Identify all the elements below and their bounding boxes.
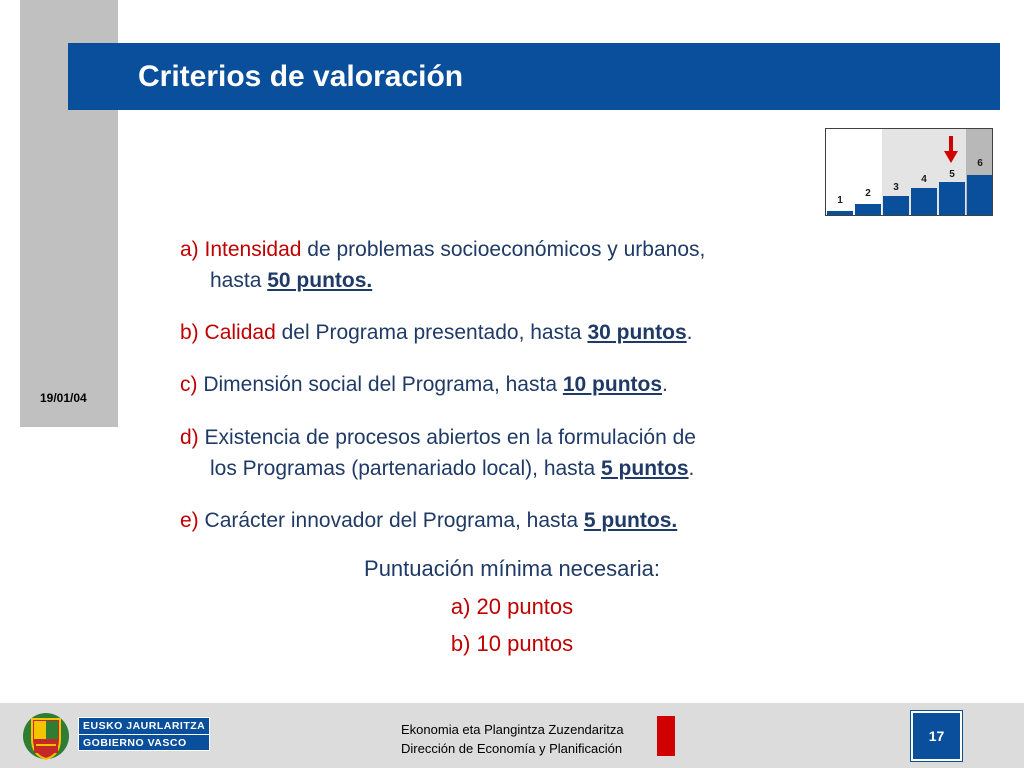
step-number-5: 5 xyxy=(949,169,955,180)
red-accent xyxy=(657,716,675,756)
criterion-text: de problemas socioeconómicos y urbanos, xyxy=(301,238,706,261)
step-number-3: 3 xyxy=(893,182,899,193)
slide-title: Criterios de valoración xyxy=(138,60,464,93)
step-number-6: 6 xyxy=(977,158,983,169)
step-bar-2 xyxy=(855,204,881,215)
minimum-score-title xyxy=(0,556,1024,582)
criterion-e xyxy=(180,505,677,536)
step-bar-4 xyxy=(911,188,937,215)
slide-date: 19/01/04 xyxy=(40,391,87,405)
steps-graphic xyxy=(825,128,993,216)
criterion-text-2: los Programas (partenariado local), hasta xyxy=(210,457,602,480)
down-arrow-icon xyxy=(944,136,958,164)
step-number-1: 1 xyxy=(837,195,843,206)
criterion-points: 5 puntos. xyxy=(583,509,678,532)
government-logo xyxy=(78,717,210,751)
minimum-item-letter: a) xyxy=(450,594,471,619)
criterion-points: 10 puntos xyxy=(562,373,663,396)
criterion-letter: b) xyxy=(180,321,199,344)
criterion-points: 5 puntos xyxy=(601,457,689,480)
criterion-points: 50 puntos. xyxy=(267,269,373,292)
minimum-item-value: 10 puntos xyxy=(476,631,574,656)
step-bar-5 xyxy=(939,182,965,215)
step-bar-3 xyxy=(883,196,909,215)
criterion-letter: a) xyxy=(180,238,199,261)
criterion-key: Calidad xyxy=(204,321,276,344)
criterion-c xyxy=(180,369,668,400)
step-number-4: 4 xyxy=(921,174,927,185)
department-line-basque: Ekonomia eta Plangintza Zuzendaritza xyxy=(401,722,624,737)
criterion-letter: c) xyxy=(180,373,198,396)
criterion-letter: e) xyxy=(180,509,199,532)
criterion-tail: . xyxy=(662,373,668,396)
criterion-text: Existencia de procesos abiertos en la formulación de xyxy=(198,426,696,449)
department-name xyxy=(401,720,624,758)
criterion-b xyxy=(180,317,692,348)
minimum-score-title-text: Puntuación mínima necesaria xyxy=(364,556,654,581)
minimum-item-b xyxy=(0,631,1024,657)
minimum-item-value: 20 puntos xyxy=(476,594,574,619)
criterion-text: Dimensión social del Programa, hasta xyxy=(197,373,563,396)
criterion-letter: d) xyxy=(180,426,199,449)
criterion-d xyxy=(180,422,696,484)
criterion-text: del Programa presentado, hasta xyxy=(275,321,588,344)
criterion-text: Carácter innovador del Programa, hasta xyxy=(198,509,584,532)
minimum-item-letter: b) xyxy=(450,631,471,656)
step-bar-1 xyxy=(827,211,853,215)
step-number-2: 2 xyxy=(865,188,871,199)
criterion-tail: . xyxy=(686,321,693,344)
criterion-text-2: hasta xyxy=(210,269,268,292)
minimum-item-a xyxy=(0,594,1024,620)
department-line-spanish: Dirección de Economía y Planificación xyxy=(401,741,623,756)
coat-of-arms-icon xyxy=(22,709,70,763)
criterion-points: 30 puntos xyxy=(587,321,687,344)
criterion-a xyxy=(180,234,705,296)
page-number: 17 xyxy=(911,711,962,761)
criterion-key: Intensidad xyxy=(204,238,302,261)
minimum-score-colon: : xyxy=(653,556,660,581)
step-bar-6 xyxy=(967,175,993,215)
logo-line-basque: EUSKO JAURLARITZA xyxy=(79,718,209,735)
criterion-tail: . xyxy=(688,457,695,480)
logo-line-spanish: GOBIERNO VASCO xyxy=(83,737,187,749)
